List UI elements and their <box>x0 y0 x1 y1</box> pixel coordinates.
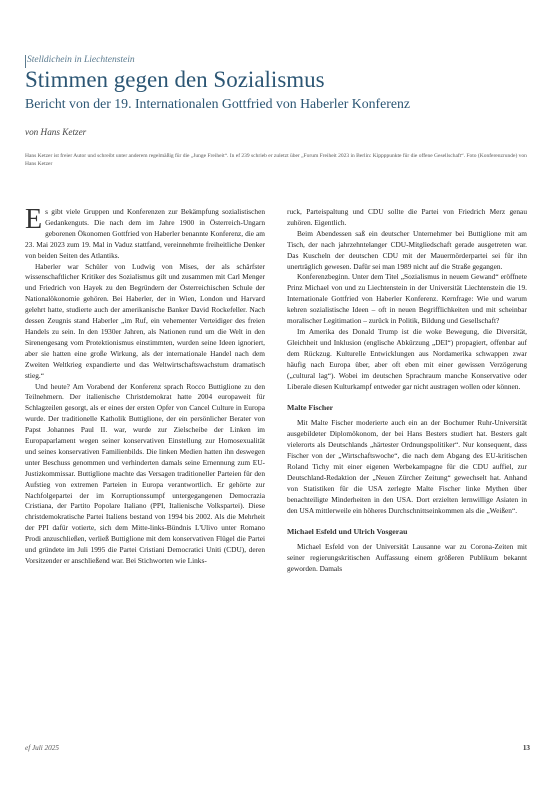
section-heading: Malte Fischer <box>287 403 334 413</box>
footer-issue-label: ef Juli 2025 <box>25 744 59 752</box>
drop-cap: E <box>25 204 43 235</box>
paragraph: Haberler war Schüler von Ludwig von Mises, der als schärfster wissenschaftlicher Kritiker des Sozialismus gilt und zusammen mit Carl Menger und Friedrich von Hayek zu den Begründern der Österreichischen Schule der Nationalökonomie gehören. Bei Haberler, der in Wien, London und Harvard gelehrt hatte, studierte auch der amerikanische Banker David Rockefeller. Nach dessen Zeugnis stand Haberler „im Ruf, ein vehementer Verteidiger des freien Handels zu sein. In den 1930er Jahren, als Nationen rund um die Welt in den Sirenengesang vom Protektionismus einstimmten, wurden seine Ideen ignoriert, aber sie hatten eine große Wirkung, als der internationale Handel nach dem Zweiten Weltkrieg expandierte und das Weltwirtschaftswachstum dramatisch stieg.“ <box>25 261 265 380</box>
article-headline: Stimmen gegen den Sozialismus <box>25 67 325 92</box>
paragraph: Und heute? Am Vorabend der Konferenz sprach Rocco Buttiglione zu den Teilnehmern. Der italienische Christdemokrat hatte 2004 europaweit für Schlagzeilen gesorgt, als er eines der ersten Opfer von Cancel Culture in Europa wurde. Der traditionelle Katholik Buttiglione, der ein persönlicher Berater von Papst Johannes Paul II. war, wurde zur Zielscheibe der Linken im Europaparlament wegen seiner konservativen Einstellung zur Homosexualität und seines konservativen Familienbilds. Die linken Medien hatten ihn deswegen unter Beschuss genommen und verhinderten damals seine Ernennung zum EU-Justizkommissar. Buttiglione machte das Versagen traditioneller Parteien für den Aufstieg von extremen Parteien in Europa verantwortlich. Er gehörte zur Nachfolgepartei der im Korruptionssumpf untergegangenen Democrazia Cristiana, der Partito Popolare Italiano (PPI, Italienische Volkspartei). Diese christdemokratische Partei Italiens bestand von 1994 bis 2002. Als die Mehrheit der PPI dafür votierte, sich dem Mitte-links-Bündnis L'Ulivo unter Romano Prodi anzuschließen, verließ Buttiglione mit dem konservativen Flügel die Partei und gründete im Juli 1995 die Partei Cristiani Democratici Uniti (CDU), deren Vorsitzender er anschließend war. Bei Stichworten wie Links- <box>25 381 265 565</box>
paragraph: Im Amerika des Donald Trump ist die woke Bewegung, die Diversität, Gleichheit und Inklusion (englische Abkürzung „DEI“) propagiert, offenbar auf dem Rückzug. Kulturelle Entwicklungen aus Nordamerika schwappen zwar häufig nach Europa über, aber oft eben mit einer gewissen Verzögerung („cultural lag“). Wobei im deutschen Sprachraum manche Konservative oder Liberale diesen Kulturkampf entweder gar nicht austragen wollen oder können. <box>287 326 527 391</box>
paragraph: Konferenzbeginn. Unter dem Titel „Sozialismus in neuem Gewand“ eröffnete Prinz Michael von und zu Liechtenstein in der Universität Liechtenstein die 19. Internationale Gottfried von Haberler Konferenz. Kernfrage: Wie und warum kehren sozialistische Ideen – oft in neuen Begrifflichkeiten und mit scheinbar moralischer Legitimation – zurück in Politik, Bildung und Gesellschaft? <box>287 272 527 326</box>
paragraph: Es gibt viele Gruppen und Konferenzen zur Bekämpfung sozialistischen Gedankenguts. Die nach dem im Jahre 1900 in Österreich-Ungarn geborenen Ökonomen Gottfried von Haberler benannte Konferenz, die am 23. Mai 2023 zum 19. Mal in Vaduz stattfand, vereinnehmte freiheitliche Denker von beiden Seiten des Atlantiks. <box>25 204 265 260</box>
page-number: 13 <box>522 744 530 752</box>
paragraph: Mit Malte Fischer moderierte auch ein an der Bochumer Ruhr-Universität ausgebildeter Diplomökonom, der bei Hans Besters studiert hat. Besters galt vielerorts als Deutschlands „härtester Ordnungspolitiker“. Nur konsequent, dass Fischer von der „Wirtschaftswoche“, die nach dem Abgang des EU-kritischen Roland Tichy mit einer eigenen Werbekampagne für die CDU auffiel, zur Deutschland-Redaktion der „Neuen Zürcher Zeitung“ gewechselt hat. Anhand von Statistiken für die USA zerlegte Malte Fischer linke Mythen über benachteiligte Minderheiten in den USA. Dort erzielten lernwillige Asiaten in den USA mittlerweile ein höheres Durchschnittseinkommen als die „Weißen“. <box>287 418 527 515</box>
author-bio: Hans Ketzer ist freier Autor und schreibt unter anderem regelmäßig für die „Junge Freiheit“. In ef 239 schrieb er zuletzt über „Forum Freiheit 2023 in Berlin: Kippppunkte für die offene Gesellschaft“. Foto (Konferenzrunde) von Hans Ketzer <box>25 153 527 167</box>
paragraph: ruck, Parteispaltung und CDU sollte die Partei von Friedrich Merz genau zuhören. Eigentlich. <box>287 207 527 227</box>
section-kicker: Stelldichein in Liechtenstein <box>27 55 135 65</box>
section-heading: Michael Esfeld und Ulrich Vosgerau <box>287 527 408 537</box>
paragraph: Beim Abendessen saß ein deutscher Unternehmer bei Buttiglione mit am Tisch, der nach jahrzehntelanger CDU-Mitgliedschaft gerade ausgetreten war. Das Kuscheln der deutschen CDU mit der Mauermörderpartei sei für ihn unerträglich gewesen. Dafür sei man 1989 nicht auf die Straße gegangen. <box>287 228 527 271</box>
paragraph: Michael Esfeld von der Universität Lausanne war zu Corona-Zeiten mit seiner regierungskritischen Auffassung einem größeren Publikum bekannt geworden. Damals <box>287 542 527 574</box>
article-byline: von Hans Ketzer <box>25 127 87 137</box>
left-column <box>25 204 265 567</box>
article-subhead: Bericht von der 19. Internationalen Gottfried von Haberler Konferenz <box>25 96 411 111</box>
right-column <box>287 207 527 575</box>
